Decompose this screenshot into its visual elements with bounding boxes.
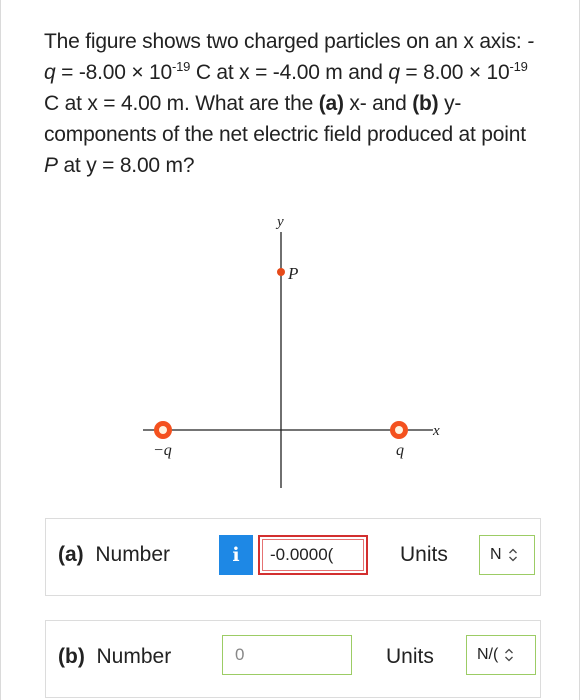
q-symbol: q: [388, 61, 400, 84]
chevron-updown-icon: [504, 648, 514, 662]
x-axis-label: x: [433, 423, 440, 439]
units-select-a[interactable]: [479, 535, 535, 575]
units-value-b: N/(: [477, 646, 499, 663]
charge-figure: [121, 210, 461, 500]
pos-charge-label: q: [396, 442, 404, 459]
units-label-a: Units: [400, 543, 448, 566]
neg-charge-inner: [159, 426, 167, 434]
part-a-label: (a) Number: [58, 543, 171, 566]
number-input-a[interactable]: -0.0000(: [258, 535, 368, 575]
neg-q-symbol: -q: [44, 30, 534, 84]
y-axis-label: y: [277, 214, 284, 230]
part-b-label: (b) Number: [58, 645, 172, 668]
neg-charge-label: −q: [153, 442, 172, 459]
question-text: The figure shows two charged particles on an x axis: $-q = -8.00 \times 10^{-19}$ C at x = -4.00 m and $q = 8.00 \times 10^{-19}$ C at x = 4.00 m. What are the (a) x- and (b) y- components of the net electric field produced at point P at y = 8.00 m?: [44, 30, 534, 177]
chevron-updown-icon: [508, 548, 518, 562]
units-label-b: Units: [386, 645, 434, 668]
point-p-label: P: [288, 264, 299, 283]
p-symbol: P: [44, 154, 58, 177]
pos-charge-inner: [395, 426, 403, 434]
info-button[interactable]: i: [219, 535, 253, 575]
answer-row-a: [45, 518, 541, 596]
point-p-marker: [277, 268, 285, 276]
number-input-b[interactable]: 0: [222, 635, 352, 675]
answer-row-b: [45, 620, 541, 698]
units-value-a: N: [490, 546, 502, 563]
units-select-b[interactable]: [466, 635, 536, 675]
